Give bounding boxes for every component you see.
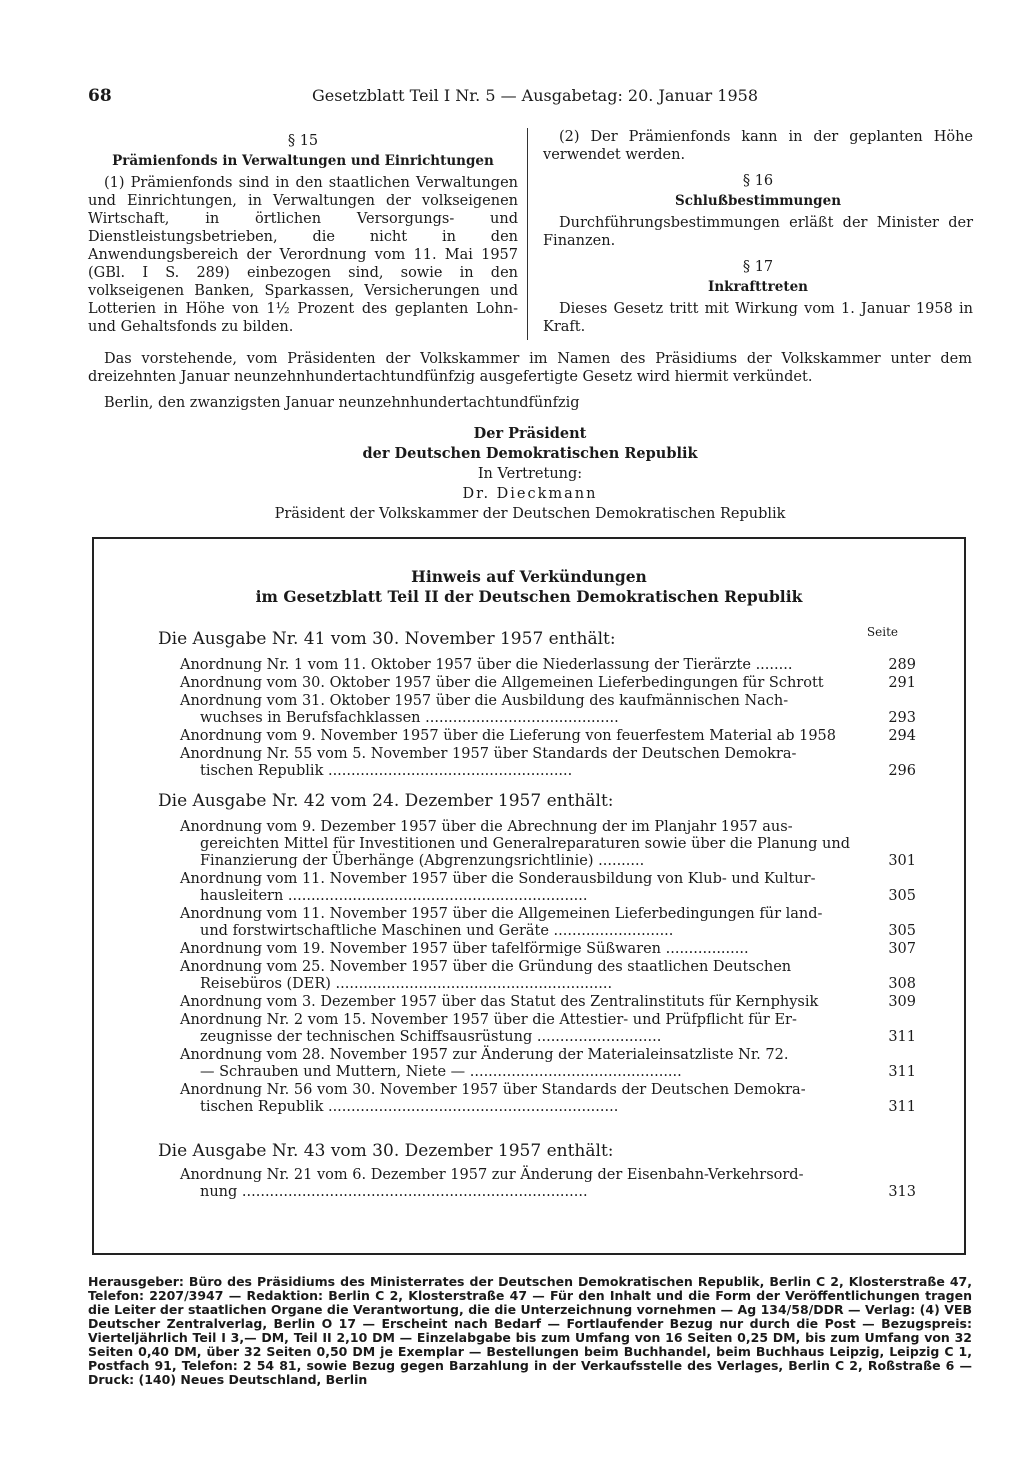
entry-page: 313 bbox=[888, 1184, 916, 1200]
list-item bbox=[180, 959, 916, 993]
page-header bbox=[88, 86, 972, 110]
page-column-label: Seite bbox=[866, 625, 898, 639]
entry-page: 311 bbox=[888, 1099, 916, 1115]
entry-text: Anordnung Nr. 56 vom 30. November 1957 über Standards der Deutschen Demokra- bbox=[180, 1082, 806, 1098]
entry-text: Anordnung Nr. 1 vom 11. Oktober 1957 über die Niederlassung der Tierärzte ........ bbox=[180, 657, 793, 673]
entry-page: 294 bbox=[888, 728, 916, 744]
signature-block bbox=[88, 424, 972, 524]
issue-heading: Die Ausgabe Nr. 43 vom 30. Dezember 1957 enthält: bbox=[158, 1141, 614, 1161]
running-title: Gesetzblatt Teil I Nr. 5 — Ausgabetag: 20. Januar 1958 bbox=[312, 86, 759, 105]
entry-continuation: Reisebüros (DER) ............................................................ bbox=[200, 976, 613, 992]
section-16-text: Durchführungsbestimmungen erläßt der Minister der Finanzen. bbox=[543, 215, 973, 249]
section-15-paragraph: (1) Prämienfonds sind in den staatlichen Verwaltungen und Einrichtungen, in Verwaltungen der volkseigenen Wirtschaft, in örtlichen Versorgungs- und Dienstleistungsbetrieben, die nicht in den Anwendungsbereich der Verordnung vom 11. Mai 1957 (GBl. I S. 289) einbezogen sind, sowie in den volkseigenen Banken, Sparkassen, Versicherungen und Lotterien in Höhe von 1½ Prozent des geplanten Lohn- und Gehaltsfonds zu bilden. bbox=[88, 175, 518, 335]
entry-text: Anordnung vom 3. Dezember 1957 über das Statut des Zentralinstituts für Kernphysik bbox=[180, 994, 819, 1010]
left-column bbox=[88, 128, 518, 336]
issue-42-entries bbox=[180, 819, 916, 1117]
entry-page: 311 bbox=[888, 1064, 916, 1080]
issue-41-entries bbox=[180, 657, 916, 781]
entry-continuation: tischen Republik ..................................................... bbox=[200, 763, 573, 779]
list-item bbox=[180, 1082, 916, 1116]
promulgation bbox=[88, 350, 972, 412]
entry-text: Anordnung vom 11. November 1957 über die Sonderausbildung von Klub- und Kultur- bbox=[180, 871, 816, 887]
entry-text: Anordnung vom 19. November 1957 über tafelförmige Süßwaren .................. bbox=[180, 941, 749, 957]
entry-text: Anordnung vom 11. November 1957 über die Allgemeinen Lieferbedingungen für land- bbox=[180, 906, 823, 922]
entry-page: 289 bbox=[888, 657, 916, 673]
list-item bbox=[180, 1012, 916, 1046]
entry-continuation: gereichten Mittel für Investitionen und Generalreparaturen sowie über die Planung und Finanzierung der Überhänge (Abgrenzungsrichtlinie) .......... bbox=[200, 836, 850, 869]
imprint: Herausgeber: Büro des Präsidiums des Ministerrates der Deutschen Demokratischen Republik, Berlin C 2, Klosterstraße 47, Telefon: 2207/3947 — Redaktion: Berlin C 2, Klosterstraße 47 — Für den Inhalt und die Form der Veröffentlichungen tragen die Leiter der staatlichen Organe die Verantwortung, die die Unterzeichnung vornehmen — Ag 134/58/DDR — Verlag: (4) VEB Deutscher Zentralverlag, Berlin O 17 — Erscheint nach Bedarf — Fortlaufender Bezug nur durch die Post — Bezugspreis: Vierteljährlich Teil I 3,— DM, Teil II 2,10 DM — Einzelabgabe bis zum Umfang von 16 Seiten 0,25 DM, bis zum Umfang von 32 Seiten 0,40 DM, über 32 Seiten 0,50 DM je Exemplar — Bestellungen beim Buchhandel, beim Buchhaus Leipzig, Leipzig C 1, Postfach 91, Telefon: 2 54 81, sowie Bezug gegen Barzahlung in der Verkaufsstelle des Verlages, Berlin C 2, Roßstraße 6 — Druck: (140) Neues Deutschland, Berlin bbox=[88, 1274, 972, 1387]
entry-page: 305 bbox=[888, 923, 916, 939]
entry-page: 305 bbox=[888, 888, 916, 904]
entry-page: 296 bbox=[888, 763, 916, 779]
entry-text: Anordnung Nr. 2 vom 15. November 1957 über die Attestier- und Prüfpflicht für Er- bbox=[180, 1012, 797, 1028]
entry-continuation: nung ........................................................................... bbox=[200, 1184, 588, 1200]
list-item bbox=[180, 693, 916, 727]
issue-heading: Die Ausgabe Nr. 41 vom 30. November 1957 enthält: bbox=[158, 629, 616, 649]
section-15-paragraph-2: (2) Der Prämienfonds kann in der geplanten Höhe verwendet werden. bbox=[543, 129, 973, 163]
entry-continuation: hausleitern ................................................................. bbox=[200, 888, 588, 904]
right-column bbox=[543, 128, 973, 336]
entry-continuation: und forstwirtschaftliche Maschinen und Geräte .......................... bbox=[200, 923, 674, 939]
entry-text: Anordnung vom 9. November 1957 über die Lieferung von feuerfestem Material ab 1958 bbox=[180, 728, 837, 744]
list-item bbox=[180, 906, 916, 940]
place-date: Berlin, den zwanzigsten Januar neunzehnhundertachtundfünfzig bbox=[104, 395, 580, 411]
signature-deputy: In Vertretung: bbox=[477, 466, 583, 482]
entry-text: Anordnung Nr. 55 vom 5. November 1957 über Standards der Deutschen Demokra- bbox=[180, 746, 797, 762]
list-item bbox=[180, 871, 916, 905]
entry-text: Anordnung Nr. 21 vom 6. Dezember 1957 zur Änderung der Eisenbahn-Verkehrsord- bbox=[180, 1167, 804, 1183]
entry-page: 309 bbox=[888, 994, 916, 1010]
notice-title bbox=[94, 567, 964, 607]
entry-continuation: wuchses in Berufsfachklassen .......................................... bbox=[200, 710, 619, 726]
list-item bbox=[180, 1167, 916, 1201]
section-16-title: Schlußbestimmungen bbox=[674, 193, 842, 209]
signatory-name: Dr. Dieckmann bbox=[462, 486, 598, 502]
entry-page: 307 bbox=[888, 941, 916, 957]
notice-title-line-2: im Gesetzblatt Teil II der Deutschen Demokratischen Republik bbox=[255, 587, 803, 606]
entry-text: Anordnung vom 25. November 1957 über die Gründung des staatlichen Deutschen bbox=[180, 959, 792, 975]
issue-heading: Die Ausgabe Nr. 42 vom 24. Dezember 1957 enthält: bbox=[158, 791, 614, 811]
list-item bbox=[180, 746, 916, 780]
column-divider bbox=[527, 128, 528, 340]
entry-page: 311 bbox=[888, 1029, 916, 1045]
entry-page: 308 bbox=[888, 976, 916, 992]
entry-page: 291 bbox=[888, 675, 916, 691]
signatory-role: Präsident der Volkskammer der Deutschen Demokratischen Republik bbox=[274, 506, 786, 522]
notice-title-line-1: Hinweis auf Verkündungen bbox=[411, 567, 647, 586]
entry-continuation: zeugnisse der technischen Schiffsausrüstung ........................... bbox=[200, 1029, 662, 1045]
list-item bbox=[180, 941, 916, 958]
list-item bbox=[180, 657, 916, 674]
entry-continuation: — Schrauben und Muttern, Niete — .............................................. bbox=[200, 1064, 682, 1080]
entry-page: 301 bbox=[888, 853, 916, 869]
section-17-text: Dieses Gesetz tritt mit Wirkung vom 1. Januar 1958 in Kraft. bbox=[543, 301, 973, 335]
entry-text: Anordnung vom 9. Dezember 1957 über die Abrechnung der im Planjahr 1957 aus- bbox=[180, 819, 793, 835]
entry-page: 293 bbox=[888, 710, 916, 726]
list-item bbox=[180, 994, 916, 1011]
promulgation-text: Das vorstehende, vom Präsidenten der Volkskammer im Namen des Präsidiums der Volkskammer unter dem dreizehnten Januar neunzehnhundertachtundfünfzig ausgefertigte Gesetz wird hiermit verkündet. bbox=[88, 351, 972, 385]
list-item bbox=[180, 819, 916, 870]
list-item bbox=[180, 1047, 916, 1081]
section-15-title: Prämienfonds in Verwaltungen und Einrichtungen bbox=[112, 153, 494, 169]
section-17-number: § 17 bbox=[742, 259, 774, 275]
section-15-number: § 15 bbox=[287, 133, 319, 149]
section-17-title: Inkrafttreten bbox=[708, 279, 808, 295]
signature-title: Der Präsident bbox=[473, 425, 587, 442]
issue-43-entries bbox=[180, 1167, 916, 1202]
entry-text: Anordnung vom 28. November 1957 zur Änderung der Materialeinsatzliste Nr. 72. bbox=[180, 1047, 789, 1063]
entry-continuation: tischen Republik ............................................................... bbox=[200, 1099, 619, 1115]
entry-text: Anordnung vom 31. Oktober 1957 über die Ausbildung des kaufmännischen Nach- bbox=[180, 693, 789, 709]
signature-office: der Deutschen Demokratischen Republik bbox=[362, 445, 698, 462]
page-number: 68 bbox=[88, 86, 112, 106]
section-16-number: § 16 bbox=[742, 173, 774, 189]
list-item bbox=[180, 675, 916, 692]
publication-notice-box bbox=[92, 537, 966, 1255]
entry-text: Anordnung vom 30. Oktober 1957 über die Allgemeinen Lieferbedingungen für Schrott bbox=[180, 675, 824, 691]
list-item bbox=[180, 728, 916, 745]
